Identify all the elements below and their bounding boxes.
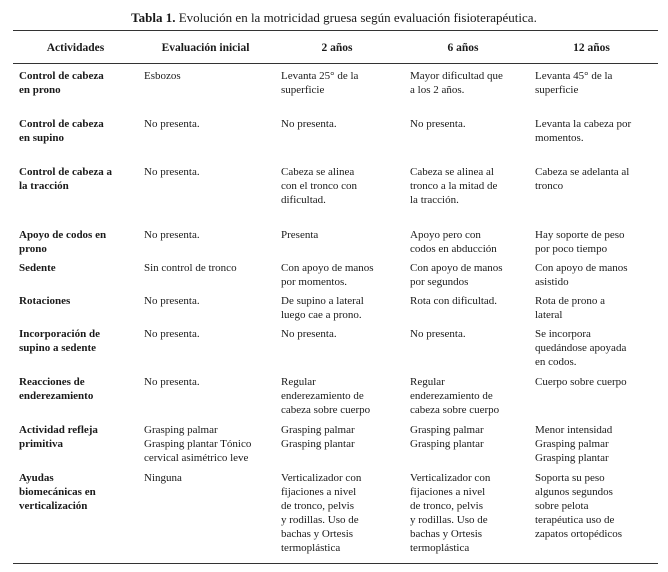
header-rule xyxy=(13,63,658,64)
cell-2-anos: De supino a lateral luego cae a prono. xyxy=(281,295,364,321)
cell-2-anos: Regular enderezamiento de cabeza sobre cuerpo xyxy=(281,376,371,416)
cell-2-anos: Grasping palmar Grasping plantar xyxy=(281,424,355,450)
cell-6-anos: Rota con dificultad. xyxy=(410,295,498,307)
caption-text: Evolución en la motricidad gruesa según evaluación fisioterapéutica. xyxy=(175,10,537,25)
cell-12-anos: Soporta su peso algunos segundos sobre pelota terapéutica uso de zapatos ortopédicos xyxy=(535,472,623,540)
cell-6-anos: No presenta. xyxy=(410,118,466,130)
cell-12-anos: Menor intensidad Grasping palmar Grasping plantar xyxy=(535,424,613,464)
cell-2-anos: Verticalizador con fijaciones a nivel de tronco, pelvis y rodillas. Uso de bachas y Ortesis termoplástica xyxy=(281,472,362,554)
cell-2-anos: Levanta 25° de la superficie xyxy=(281,70,359,96)
cell-12-anos: Levanta 45° de la superficie xyxy=(535,70,613,96)
cell-2-anos: Presenta xyxy=(281,229,319,241)
table-caption xyxy=(0,10,668,26)
cell-6-anos: Mayor dificultad que a los 2 años. xyxy=(410,70,503,96)
cell-6-anos: Verticalizador con fijaciones a nivel de tronco, pelvis y rodillas. Uso de bachas y Ortesis termoplástica xyxy=(410,472,491,554)
cell-6-anos: Grasping palmar Grasping plantar xyxy=(410,424,484,450)
cell-6-anos: Con apoyo de manos por segundos xyxy=(410,262,503,288)
cell-evaluacion-inicial: No presenta. xyxy=(144,376,200,388)
cell-evaluacion-inicial: No presenta. xyxy=(144,295,200,307)
cell-2-anos: No presenta. xyxy=(281,328,337,340)
cell-actividad: Rotaciones xyxy=(19,295,71,307)
cell-12-anos: Levanta la cabeza por momentos. xyxy=(535,118,632,144)
cell-actividad: Actividad refleja primitiva xyxy=(19,424,98,450)
header-2-anos: 2 años xyxy=(321,42,353,54)
cell-2-anos: Con apoyo de manos por momentos. xyxy=(281,262,374,288)
cell-12-anos: Cuerpo sobre cuerpo xyxy=(535,376,627,388)
cell-2-anos: Cabeza se alinea con el tronco con dificultad. xyxy=(281,166,358,206)
cell-12-anos: Cabeza se adelanta al tronco xyxy=(535,166,630,192)
cell-evaluacion-inicial: Grasping palmar Grasping plantar Tónico cervical asimétrico leve xyxy=(144,424,252,464)
cell-evaluacion-inicial: Ninguna xyxy=(144,472,182,484)
cell-actividad: Apoyo de codos en prono xyxy=(19,229,107,255)
cell-evaluacion-inicial: No presenta. xyxy=(144,118,200,130)
cell-6-anos: Apoyo pero con codos en abducción xyxy=(410,229,497,255)
cell-evaluacion-inicial: No presenta. xyxy=(144,229,200,241)
cell-evaluacion-inicial: Esbozos xyxy=(144,70,181,82)
cell-6-anos: Cabeza se alinea al tronco a la mitad de la tracción. xyxy=(410,166,498,206)
header-6-anos: 6 años xyxy=(447,42,479,54)
bottom-rule xyxy=(13,563,658,564)
cell-actividad: Control de cabeza a la tracción xyxy=(19,166,112,192)
header-12-anos: 12 años xyxy=(573,42,610,54)
cell-actividad: Incorporación de supino a sedente xyxy=(19,328,100,354)
cell-12-anos: Se incorpora quedándose apoyada en codos. xyxy=(535,328,627,368)
cell-actividad: Control de cabeza en supino xyxy=(19,118,104,144)
cell-evaluacion-inicial: No presenta. xyxy=(144,166,200,178)
caption-label: Tabla 1. xyxy=(131,10,176,25)
cell-12-anos: Rota de prono a lateral xyxy=(535,295,605,321)
cell-evaluacion-inicial: Sin control de tronco xyxy=(144,262,237,274)
cell-actividad: Reacciones de enderezamiento xyxy=(19,376,94,402)
cell-actividad: Control de cabeza en prono xyxy=(19,70,104,96)
cell-12-anos: Hay soporte de peso por poco tiempo xyxy=(535,229,625,255)
cell-actividad: Sedente xyxy=(19,262,56,274)
cell-6-anos: Regular enderezamiento de cabeza sobre cuerpo xyxy=(410,376,500,416)
cell-2-anos: No presenta. xyxy=(281,118,337,130)
cell-6-anos: No presenta. xyxy=(410,328,466,340)
header-actividades: Actividades xyxy=(46,42,105,54)
header-evaluacion-inicial: Evaluación inicial xyxy=(161,42,250,54)
cell-12-anos: Con apoyo de manos asistido xyxy=(535,262,628,288)
cell-actividad: Ayudas biomecánicas en verticalización xyxy=(19,472,96,512)
top-rule xyxy=(13,30,658,31)
cell-evaluacion-inicial: No presenta. xyxy=(144,328,200,340)
